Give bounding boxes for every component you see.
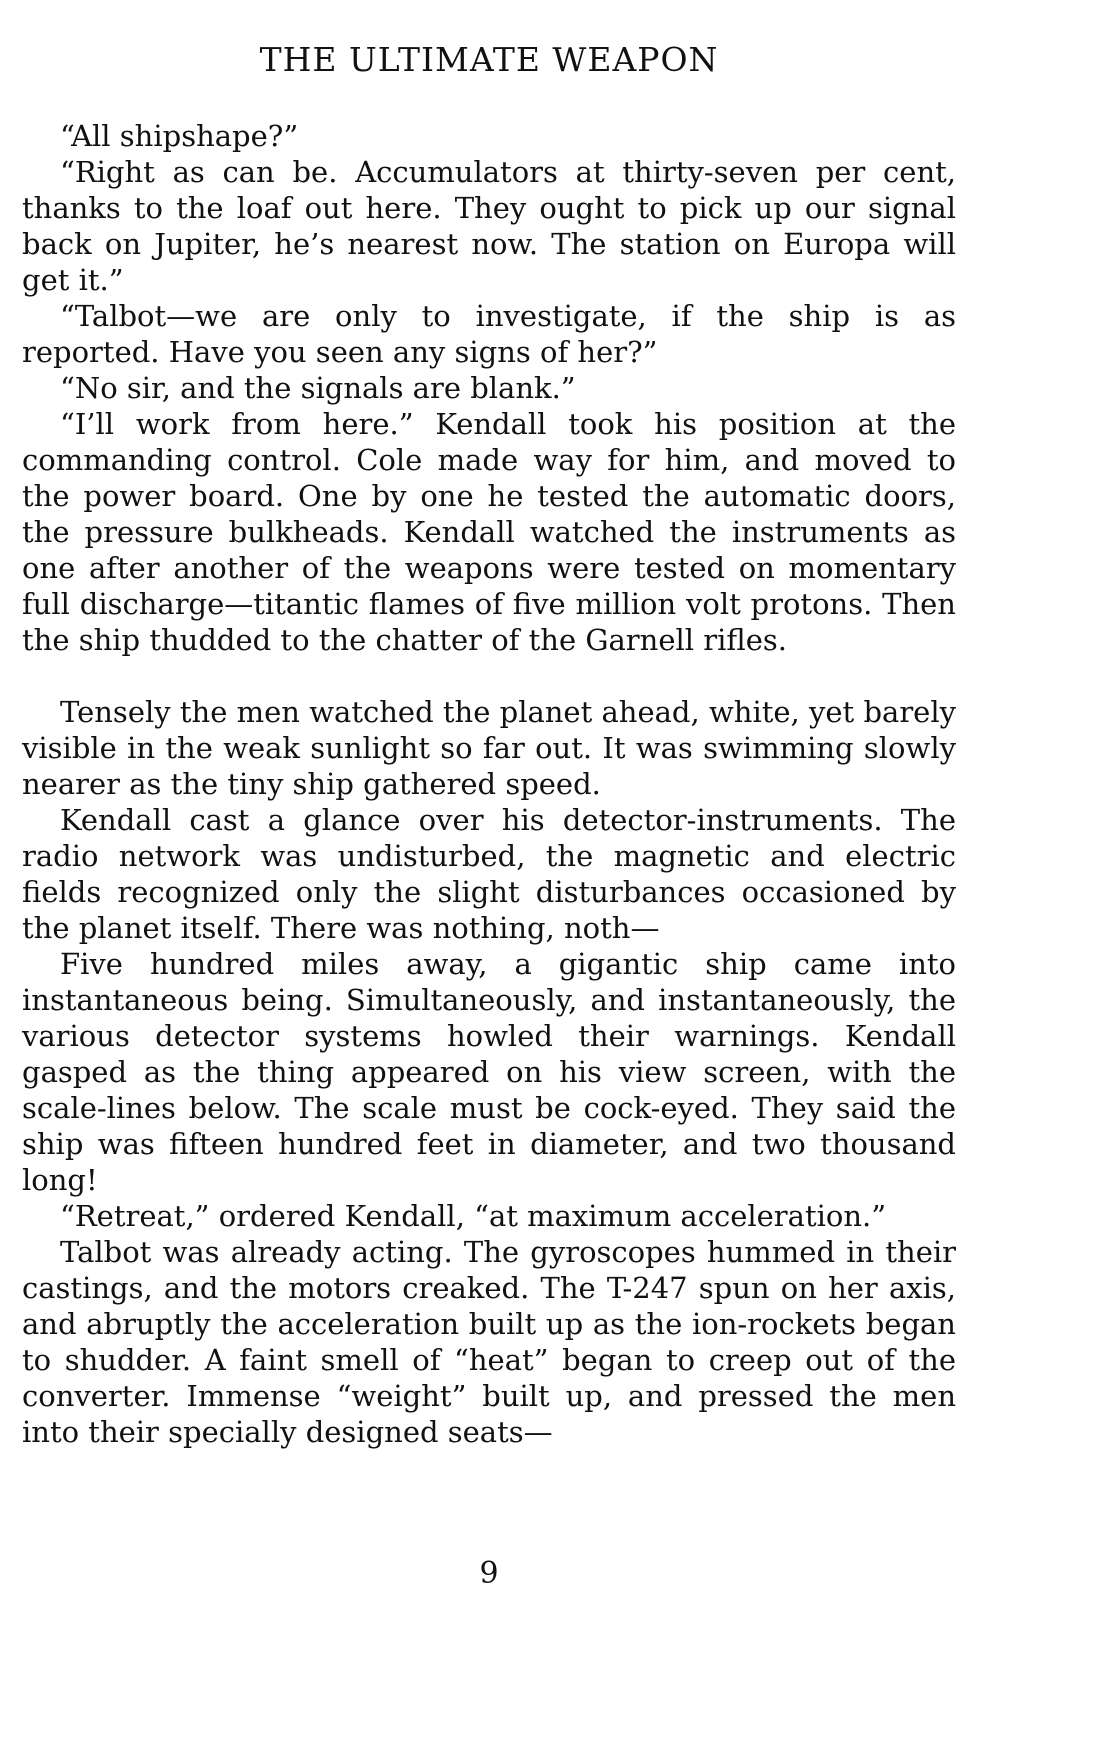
paragraph: “I’ll work from here.” Kendall took his position at the commanding control. Cole made way for him, and moved to the power board. One by one he tested the automatic doors, the pressure bulkheads. Kendall watched the instruments as one after another of the weapons were tested on momentary full discharge—titantic flames of five million volt protons. Then the ship thudded to the chatter of the Garnell rifles.	[22, 407, 956, 657]
paragraph: “Retreat,” ordered Kendall, “at maximum acceleration.”	[60, 1199, 887, 1233]
paragraph: “No sir, and the signals are blank.”	[60, 371, 576, 405]
paragraph: Tensely the men watched the planet ahead, white, yet barely visible in the weak sunlight so far out. It was swimming slowly nearer as the tiny ship gathered speed.	[22, 695, 956, 801]
paragraph: “Talbot—we are only to investigate, if the ship is as reported. Have you seen any signs of her?”	[22, 299, 956, 369]
paragraph: Kendall cast a glance over his detector-instruments. The radio network was undisturbed, the magnetic and electric fields recognized only the slight disturbances occasioned by the planet itself. There was nothing, noth—	[22, 803, 956, 945]
running-head: THE ULTIMATE WEAPON	[259, 40, 719, 79]
paragraph: “Right as can be. Accumulators at thirty-seven per cent, thanks to the loaf out here. They ought to pick up our signal back on Jupiter, he’s nearest now. The station on Europa will get it.”	[22, 155, 956, 297]
book-page	[22, 0, 956, 1751]
paragraph: Talbot was already acting. The gyroscopes hummed in their castings, and the motors creaked. The T-247 spun on her axis, and abruptly the acceleration built up as the ion-rockets began to shudder. A faint smell of “heat” began to creep out of the converter. Immense “weight” built up, and pressed the men into their specially designed seats—	[22, 1235, 956, 1449]
body-text	[22, 118, 956, 1450]
paragraph: “All shipshape?”	[60, 119, 299, 153]
section-break	[22, 658, 956, 694]
page-number: 9	[479, 1556, 499, 1591]
paragraph: Five hundred miles away, a gigantic ship came into instantaneous being. Simultaneously, and instantaneously, the various detector systems howled their warnings. Kendall gasped as the thing appeared on his view screen, with the scale-lines below. The scale must be cock-eyed. They said the ship was fifteen hundred feet in diameter, and two thousand long!	[22, 947, 956, 1197]
